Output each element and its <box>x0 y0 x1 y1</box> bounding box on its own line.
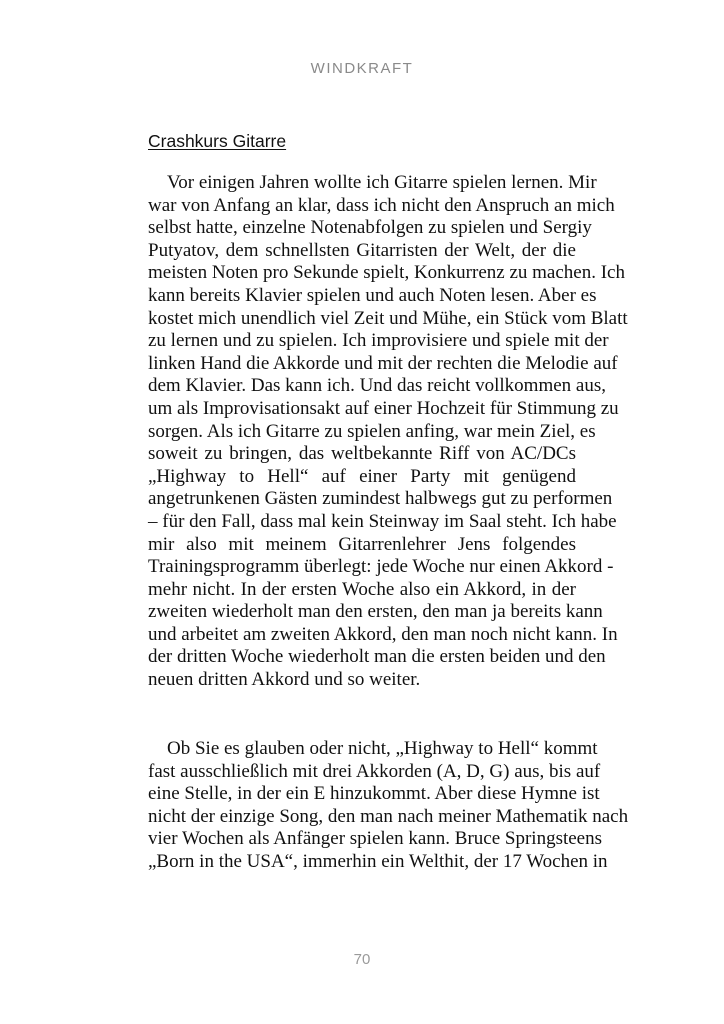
text-line: selbst hatte, einzelne Notenabfolgen zu spielen und Sergiy <box>148 217 592 239</box>
text-line: der dritten Woche wiederholt man die ersten beiden und den <box>148 646 606 668</box>
page-number: 70 <box>353 951 371 968</box>
text-line: dem Klavier. Das kann ich. Und das reicht vollkommen aus, <box>148 375 607 397</box>
text-line: „Highway to Hell“ auf einer Party mit genügend <box>148 465 576 487</box>
text-line: Vor einigen Jahren wollte ich Gitarre spielen lernen. Mir <box>148 172 597 193</box>
text-line: soweit zu bringen, das weltbekannte Riff von AC/DCs <box>148 443 576 465</box>
text-line: zu lernen und zu spielen. Ich improvisiere und spiele mit der <box>148 330 609 352</box>
text-line: vier Wochen als Anfänger spielen kann. Bruce Springsteens <box>148 828 602 850</box>
text-line: mir also mit meinem Gitarrenlehrer Jens folgendes <box>148 533 576 555</box>
text-line: um als Improvisationsakt auf einer Hochzeit für Stimmung zu <box>148 397 619 419</box>
text-line: mehr nicht. In der ersten Woche also ein Akkord, in der <box>148 578 576 600</box>
paragraph-1 <box>148 172 628 692</box>
text-line: meisten Noten pro Sekunde spielt, Konkurrenz zu machen. Ich <box>148 262 625 284</box>
text-line: neuen dritten Akkord und so weiter. <box>148 669 421 691</box>
text-line: kann bereits Klavier spielen und auch Noten lesen. Aber es <box>148 284 597 306</box>
text-line: eine Stelle, in der ein E hinzukommt. Aber diese Hymne ist <box>148 783 600 805</box>
text-line: fast ausschließlich mit drei Akkorden (A, D, G) aus, bis auf <box>148 760 601 782</box>
text-line: nicht der einzige Song, den man nach meiner Mathematik nach <box>148 805 629 827</box>
text-line: Ob Sie es glauben oder nicht, „Highway to Hell“ kommt <box>148 738 598 759</box>
text-line: Putyatov, dem schnellsten Gitarristen der Welt, der die <box>148 239 576 261</box>
text-line: linken Hand die Akkorde und mit der rechten die Melodie auf <box>148 352 618 374</box>
paragraph-2 <box>148 738 629 874</box>
text-line: sorgen. Als ich Gitarre zu spielen anfing, war mein Ziel, es <box>148 420 596 442</box>
text-line: und arbeitet am zweiten Akkord, den man noch nicht kann. In <box>148 623 618 645</box>
text-line: zweiten wiederholt man den ersten, den man ja bereits kann <box>148 601 603 623</box>
section-title: Crashkurs Gitarre <box>148 131 287 151</box>
text-line: angetrunkenen Gästen zumindest halbwegs gut zu performen <box>148 488 613 510</box>
text-line: – für den Fall, dass mal kein Steinway im Saal steht. Ich habe <box>148 510 617 532</box>
text-line: war von Anfang an klar, dass ich nicht den Anspruch an mich <box>148 194 615 216</box>
text-line: kostet mich unendlich viel Zeit und Mühe, ein Stück vom Blatt <box>148 307 628 329</box>
text-line: Trainingsprogramm überlegt: jede Woche nur einen Akkord - <box>148 556 614 578</box>
text-line: „Born in the USA“, immerhin ein Welthit, der 17 Wochen in <box>148 850 608 872</box>
running-header: WINDKRAFT <box>310 60 414 77</box>
